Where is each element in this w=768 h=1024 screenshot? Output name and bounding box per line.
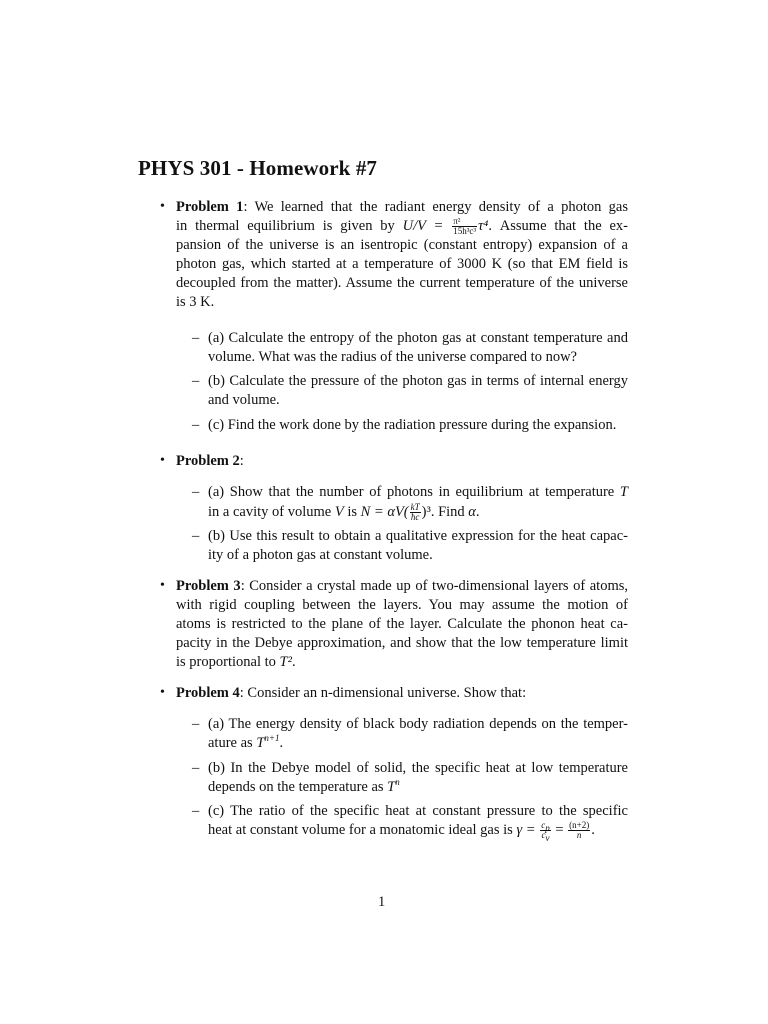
photon-number-formula: N = αV(: [360, 504, 409, 520]
dash-1a: –: [192, 330, 200, 346]
problem-4: Problem 4: Consider an n-dimensional universe. Show that:: [176, 685, 527, 701]
dash-4c: –: [192, 803, 200, 819]
n-ratio-fraction: $\frac{(n+2)}{n}$: [569, 820, 590, 841]
problem-1-part-c: (c) Find the work done by the radiation pressure during the expansion.: [208, 417, 617, 433]
problem-1-line-5: decoupled from the matter). Assume the current temperature of the universe: [176, 275, 628, 292]
problem-2-label: Problem 2: [176, 453, 240, 469]
bullet-problem-3: •: [160, 578, 165, 593]
dash-2b: –: [192, 528, 200, 544]
problem-4-label: Problem 4: [176, 685, 240, 701]
energy-density-formula: U/V =: [402, 218, 452, 234]
problem-1-part-b: (b) Calculate the pressure of the photon gas in terms of internal energy and volume.: [208, 373, 628, 408]
bullet-problem-4: •: [160, 685, 165, 700]
problem-1-line-1: Problem 1: We learned that the radiant energy density of a photon gas: [176, 199, 628, 215]
problem-1-line-4: photon gas, which started at a temperature of 3000 K (so that EM field is: [176, 256, 628, 273]
bullet-problem-2: •: [160, 453, 165, 468]
dash-4a: –: [192, 716, 200, 732]
problem-3: Problem 3: Consider a crystal made up of two-dimensional layers of atoms, with rigid coupling between the layers. You may assume the motion of atoms is restricted to the plane of the layer. Calculate the phonon heat ca- pacity in the Debye approximation, and show that the low temperature limit is proportional to T².: [176, 578, 628, 670]
problem-1-line-2: in thermal equilibrium is given by U/V = $\frac{\text{π²}}{\text{15h³c³}}$ τ⁴. Assume that the ex-: [176, 216, 628, 237]
page-number: 1: [378, 894, 386, 910]
problem-1: [176, 198, 628, 312]
page-title: PHYS 301 - Homework #7: [138, 156, 378, 180]
problem-2: Problem 2:: [176, 453, 244, 469]
problem-1-part-a: (a) Calculate the entropy of the photon gas at constant temperature and volume. What was the radius of the universe compared to now?: [208, 330, 628, 365]
dash-1b: –: [192, 373, 200, 389]
problem-2-part-b: (b) Use this result to obtain a qualitative expression for the heat capac- ity of a photon gas at constant volume.: [208, 528, 628, 563]
problem-1-label: Problem 1: [176, 199, 244, 215]
dash-2a: –: [192, 484, 200, 500]
problem-3-label: Problem 3: [176, 578, 241, 594]
problem-4-part-a: (a) The energy density of black body radiation depends on the temper- ature as $T^{n+1}$.: [208, 716, 628, 751]
dash-4b: –: [192, 760, 200, 776]
energy-density-fraction: $\frac{\text{π²}}{\text{15h³c³}}$: [453, 216, 477, 237]
photon-number-fraction: $\frac{kT}{ħc}$: [410, 502, 420, 523]
dash-1c: –: [192, 417, 200, 433]
problem-4-part-b: (b) In the Debye model of solid, the specific heat at low temperature depends on the temperature as $T^n$: [208, 760, 628, 795]
heat-capacity-ratio-fraction: $\frac{c_p}{c_v}$: [541, 820, 550, 843]
problem-1-line-6: is 3 K.: [176, 294, 215, 311]
problem-2-part-a: (a) Show that the number of photons in equilibrium at temperature T in a cavity of volume V is N = αV( $\frac{kT}{ħc}$ )³. Find α.: [208, 484, 628, 523]
problem-4-part-c: (c) The ratio of the specific heat at constant pressure to the specific heat at constant volume for a monatomic ideal gas is γ = $\frac{c_p}{c_v}$ = $\frac{(n+2)}{n}$ .: [208, 803, 628, 843]
bullet-problem-1: •: [160, 199, 165, 214]
problem-1-line-3: pansion of the universe is an isentropic (constant entropy) expansion of a: [176, 237, 628, 254]
